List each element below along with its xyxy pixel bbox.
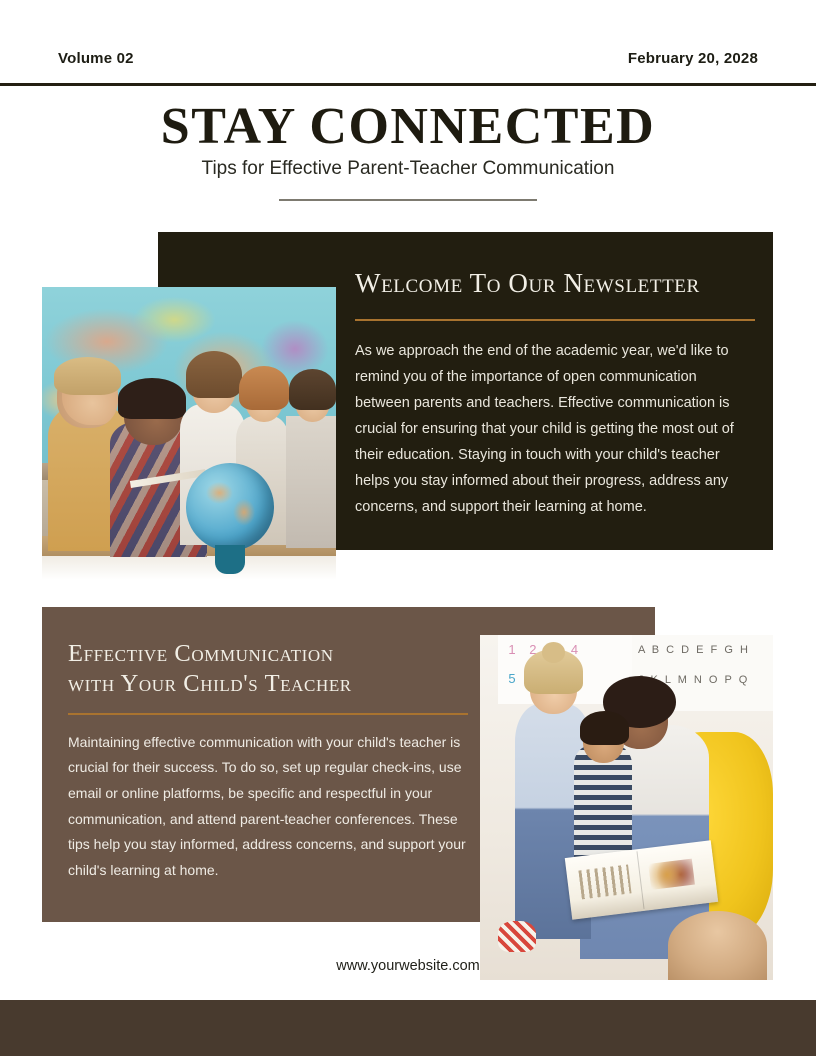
teacher-reading-with-children-photo [480,635,773,980]
globe [186,463,274,551]
subtitle-divider [279,199,537,201]
student-yellow-hair [54,357,122,395]
welcome-body-text: As we approach the end of the academic year, we'd like to remind you of the importance of open communication between parents and teachers. Effective communication is crucial for ensuring that your child is getting the most out of their education. Staying in touch with your child's teacher helps you stay informed about their progress, address any concerns, and support their learning at home. [355,342,734,515]
student-fourth-hair [289,369,336,410]
red-polka-dot-shoe [498,921,536,952]
footer-bar [0,1000,816,1056]
student-white-hair [186,351,242,398]
website-url[interactable]: www.yourwebsite.com [336,958,480,974]
student-fourth [286,416,336,548]
page-subtitle: Tips for Effective Parent-Teacher Communication [201,158,615,179]
communication-panel-content [68,639,468,883]
communication-body-text: Maintaining effective communication with your child's teacher is crucial for their success. To do so, set up regular check-ins, use email or online platforms, be specific and respectful in your communication, and attend parent-teacher conferences. These tips help you stay informed, address concerns, and support your child's learning at home. [68,733,466,878]
welcome-panel-content [355,267,755,521]
masthead-divider [0,83,816,86]
communication-heading [68,639,468,699]
masthead [58,50,758,67]
book-page-illustration-right [648,859,695,890]
teacher-hair [118,378,186,419]
standing-child-hair-bun [542,642,565,663]
welcome-heading: Welcome To Our Newsletter [355,268,700,298]
communication-heading-line2: with Your Child's Teacher [68,669,352,697]
welcome-accent-divider [355,319,755,321]
page-title: STAY CONNECTED [160,98,656,155]
book-page-illustration-left [578,864,631,900]
globe-stand [215,545,244,574]
date-label: February 20, 2028 [627,50,758,67]
volume-label: Volume 02 [58,50,134,67]
seated-child-hair [580,711,630,746]
student-third-hair [239,366,289,410]
communication-heading-line1: Effective Communication [68,640,334,667]
classroom-globe-photo [42,287,336,580]
communication-accent-divider [68,713,468,715]
